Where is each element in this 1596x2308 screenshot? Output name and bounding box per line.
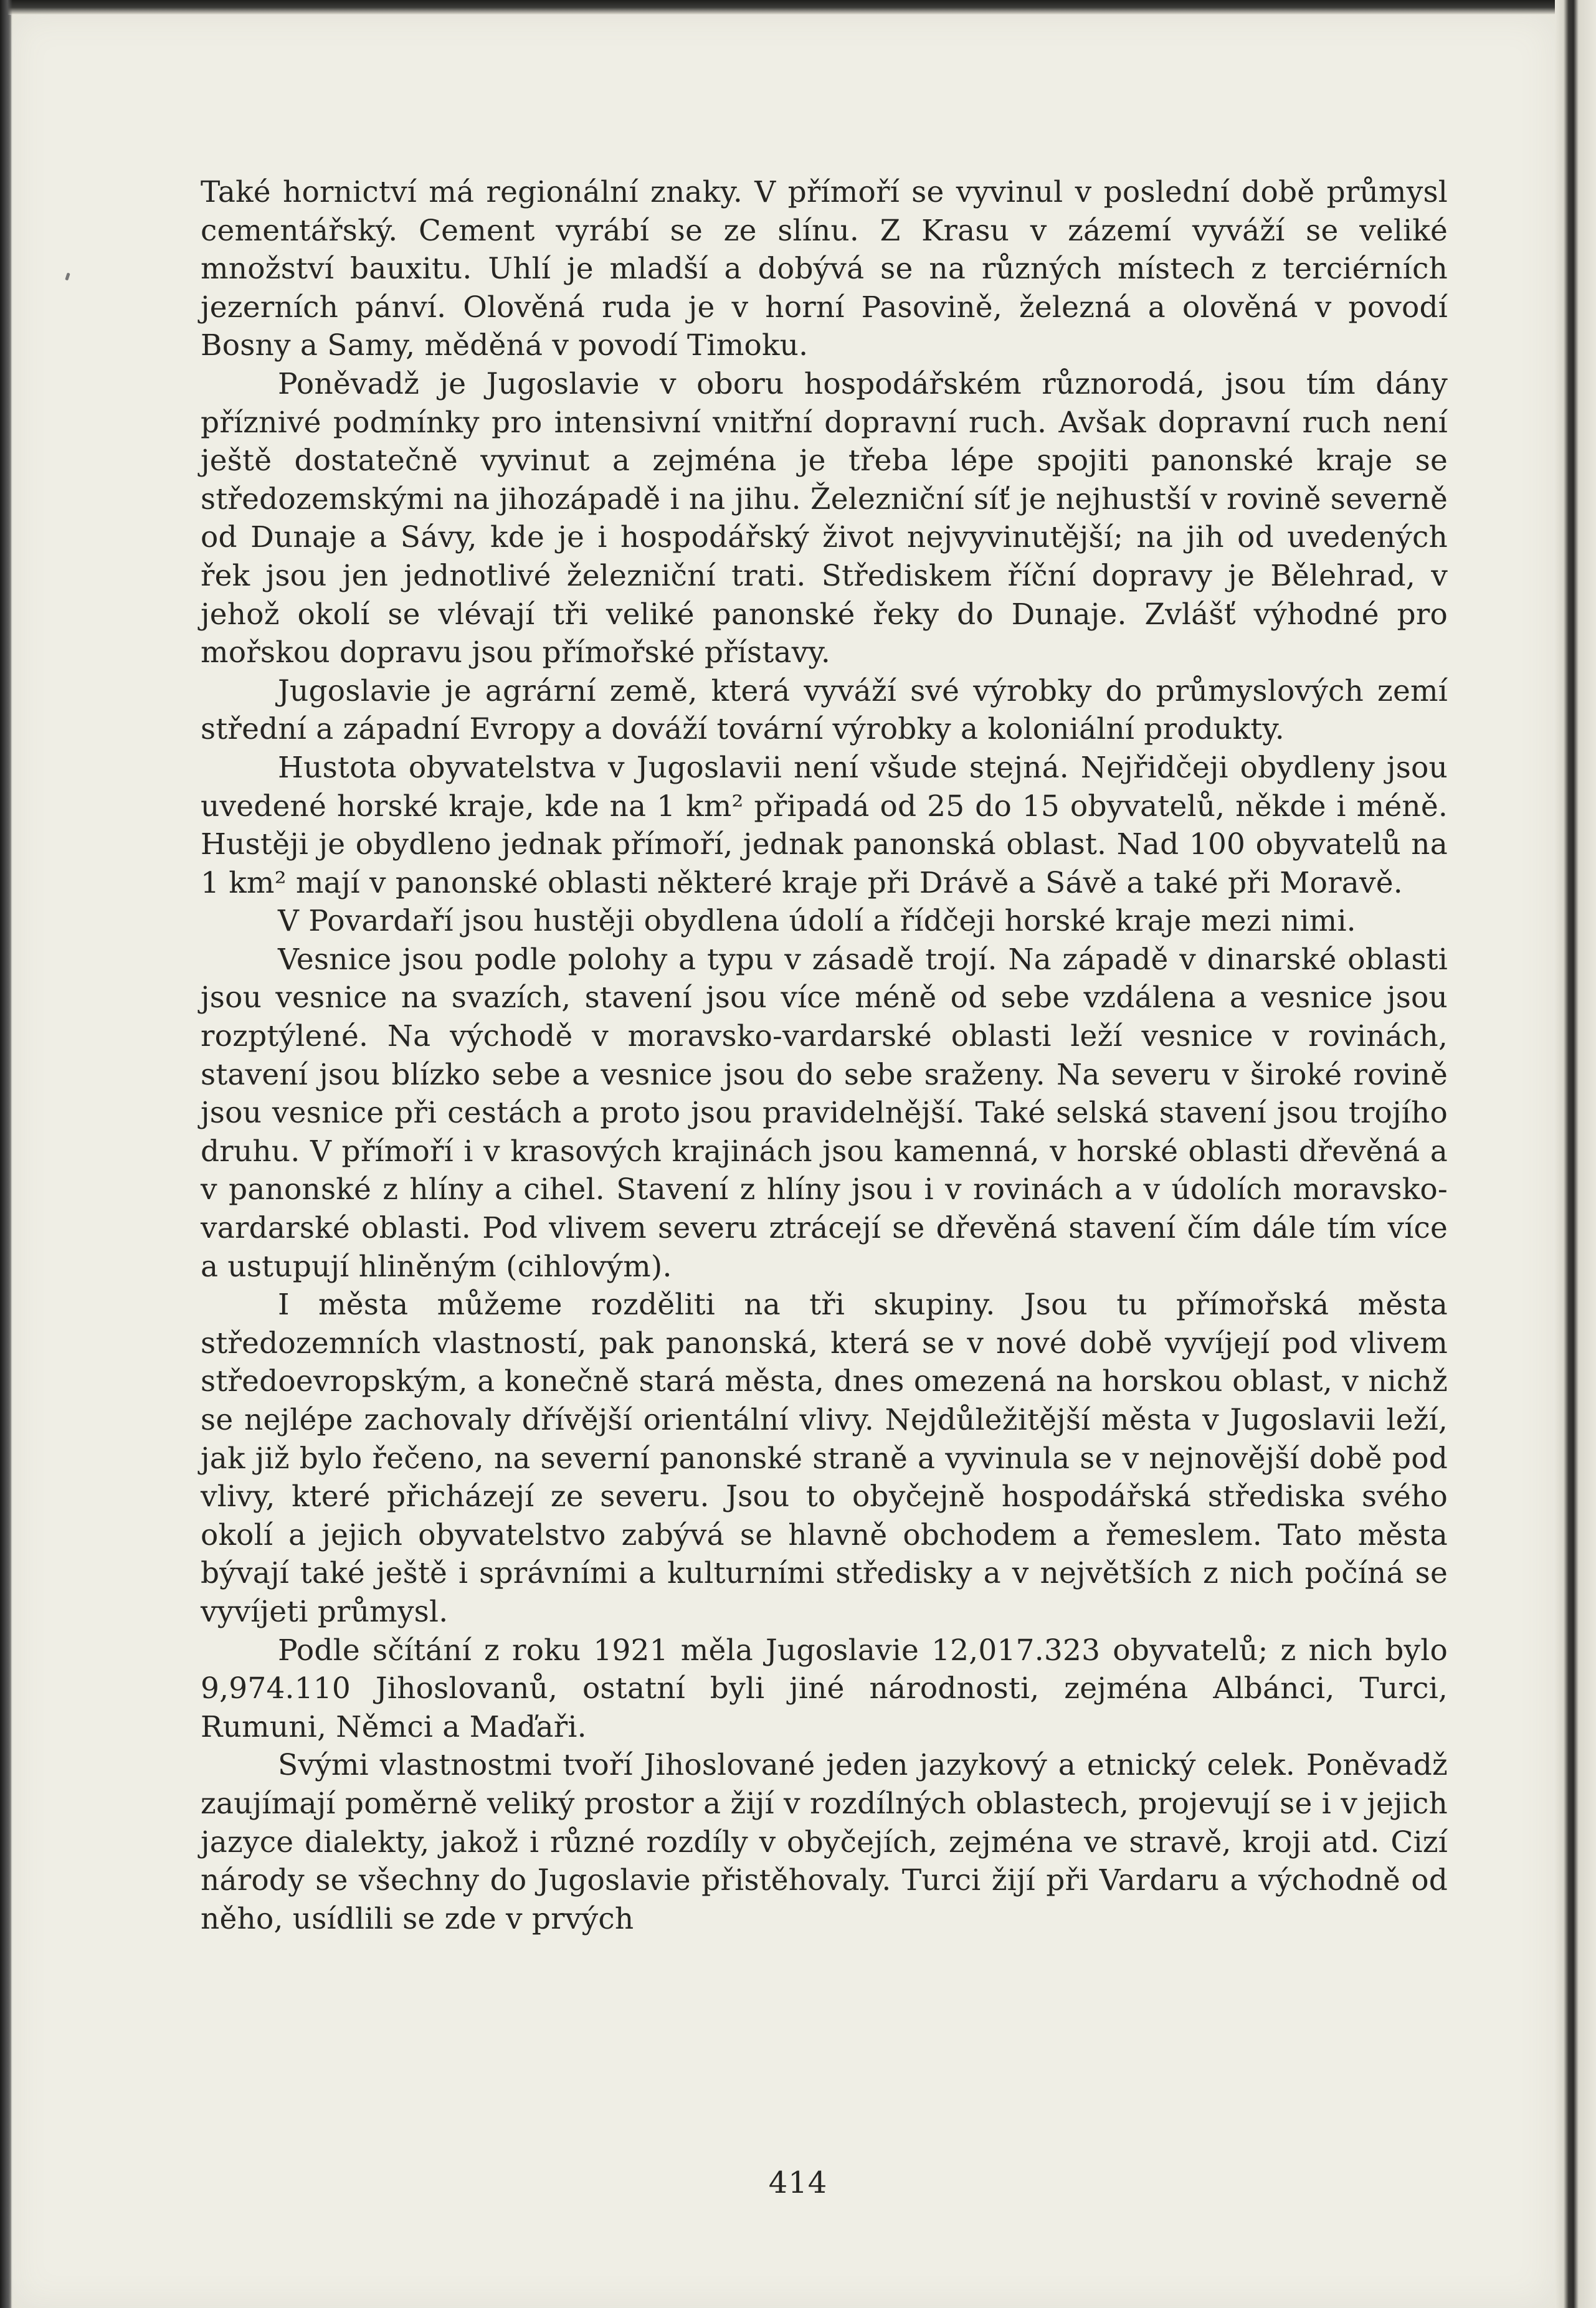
body-text (201, 173, 1448, 1938)
page-number: 414 (768, 2165, 828, 2200)
book-page-edge (1555, 0, 1596, 2308)
paragraph-transport: Poněvadž je Jugoslavie v oboru hospodářském různorodá, jsou tím dány příznivé podmínky pro intensivní vnitřní dopravní ruch. Avšak dopravní ruch není ještě dostatečně vyvinut a zejména je třeba lépe spojiti panonské kraje se středozemskými na jihozápadě i na jihu. Železniční síť je nejhustší v rovině severně od Dunaje a Sávy, kde je i hospodářský život nejvyvinutější; na jih od uvedených řek jsou jen jednotlivé železniční trati. Střediskem říční dopravy je Bělehrad, v jehož okolí se vlévají tři veliké panonské řeky do Dunaje. Zvlášť výhodné pro mořskou dopravu jsou přímořské přístavy. (201, 366, 1448, 670)
scan-top-edge (0, 0, 1596, 15)
paragraph-mining: Také hornictví má regionální znaky. V přímoří se vyvinul v poslední době průmysl cementářský. Cement vyrábí se ze slínu. Z Krasu v zázemí vyváží se veliké množství bauxitu. Uhlí je mladší a dobývá se na různých místech z terciérních jezerních pánví. Olověná ruda je v horní Pasovině, železná a olověná v povodí Bosny a Samy, měděná v povodí Timoku. (201, 175, 1448, 363)
paragraph-povardari: V Povardaří jsou hustěji obydlena údolí a řídčeji horské kraje mezi nimi. (278, 904, 1356, 939)
paragraph-villages: Vesnice jsou podle polohy a typu v zásadě trojí. Na západě v dinarské oblasti jsou vesnice na svazích, stavení jsou více méně od sebe vzdálena a vesnice jsou rozptýlené. Na východě v moravsko-vardarské oblasti leží vesnice v rovinách, stavení jsou blízko sebe a vesnice jsou do sebe sraženy. Na severu v široké rovině jsou vesnice při cestách a proto jsou pravidelnější. Také selská stavení jsou trojího druhu. V přímoří i v krasových krajinách jsou kamenná, v horské oblasti dřevěná a v panonské z hlíny a cihel. Stavení z hlíny jsou i v rovinách a v údolích moravsko-vardarské oblasti. Pod vlivem severu ztrácejí se dřevěná stavení čím dále tím více a ustupují hliněným (cihlovým). (201, 942, 1448, 1284)
paragraph-towns: I města můžeme rozděliti na tři skupiny. Jsou tu přímořská města středozemních vlastností, pak panonská, která se v nové době vyvíjejí pod vlivem středoevropským, a konečně stará města, dnes omezená na horskou oblast, v nichž se nejlépe zachovaly dřívější orientální vlivy. Nejdůležitější města v Jugoslavii leží, jak již bylo řečeno, na severní panonské straně a vyvinula se v nejnovější době pod vlivy, které přicházejí ze severu. Jsou to obyčejně hospodářská střediska svého okolí a jejich obyvatelstvo zabývá se hlavně obchodem a řemeslem. Tato města bývají také ještě i správními a kulturními středisky a v největších z nich počíná se vyvíjeti průmysl. (201, 1288, 1448, 1629)
paragraph-agriculture: Jugoslavie je agrární země, která vyváží své výrobky do průmyslových zemí střední a západní Evropy a dováží tovární výrobky a koloniální produkty. (201, 673, 1448, 747)
scan-left-shadow (0, 0, 12, 2308)
paragraph-population-density: Hustota obyvatelstva v Jugoslavii není všude stejná. Nejřidčeji obydleny jsou uvedené horské kraje, kde na 1 km² připadá od 25 do 15 obyvatelů, někde i méně. Hustěji je obydleno jednak přímoří, jednak panonská oblast. Nad 100 obyvatelů na 1 km² mají v panonské oblasti některé kraje při Drávě a Sávě a také při Moravě. (201, 750, 1448, 900)
paragraph-census: Podle sčítání z roku 1921 měla Jugoslavie 12,017.323 obyvatelů; z nich bylo 9,974.110 Jihoslovanů, ostatní byli jiné národnosti, zejména Albánci, Turci, Rumuni, Němci a Maďaři. (201, 1633, 1448, 1744)
paragraph-nationalities: Svými vlastnostmi tvoří Jihoslované jeden jazykový a etnický celek. Poněvadž zaujímají poměrně veliký prostor a žijí v rozdílných oblastech, projevují se i v jejich jazyce dialekty, jakož i různé rozdíly v obyčejích, zejména ve stravě, kroji atd. Cizí národy se všechny do Jugoslavie přistěhovaly. Turci žijí při Vardaru a východně od něho, usídlili se zde v prvých (201, 1748, 1448, 1936)
